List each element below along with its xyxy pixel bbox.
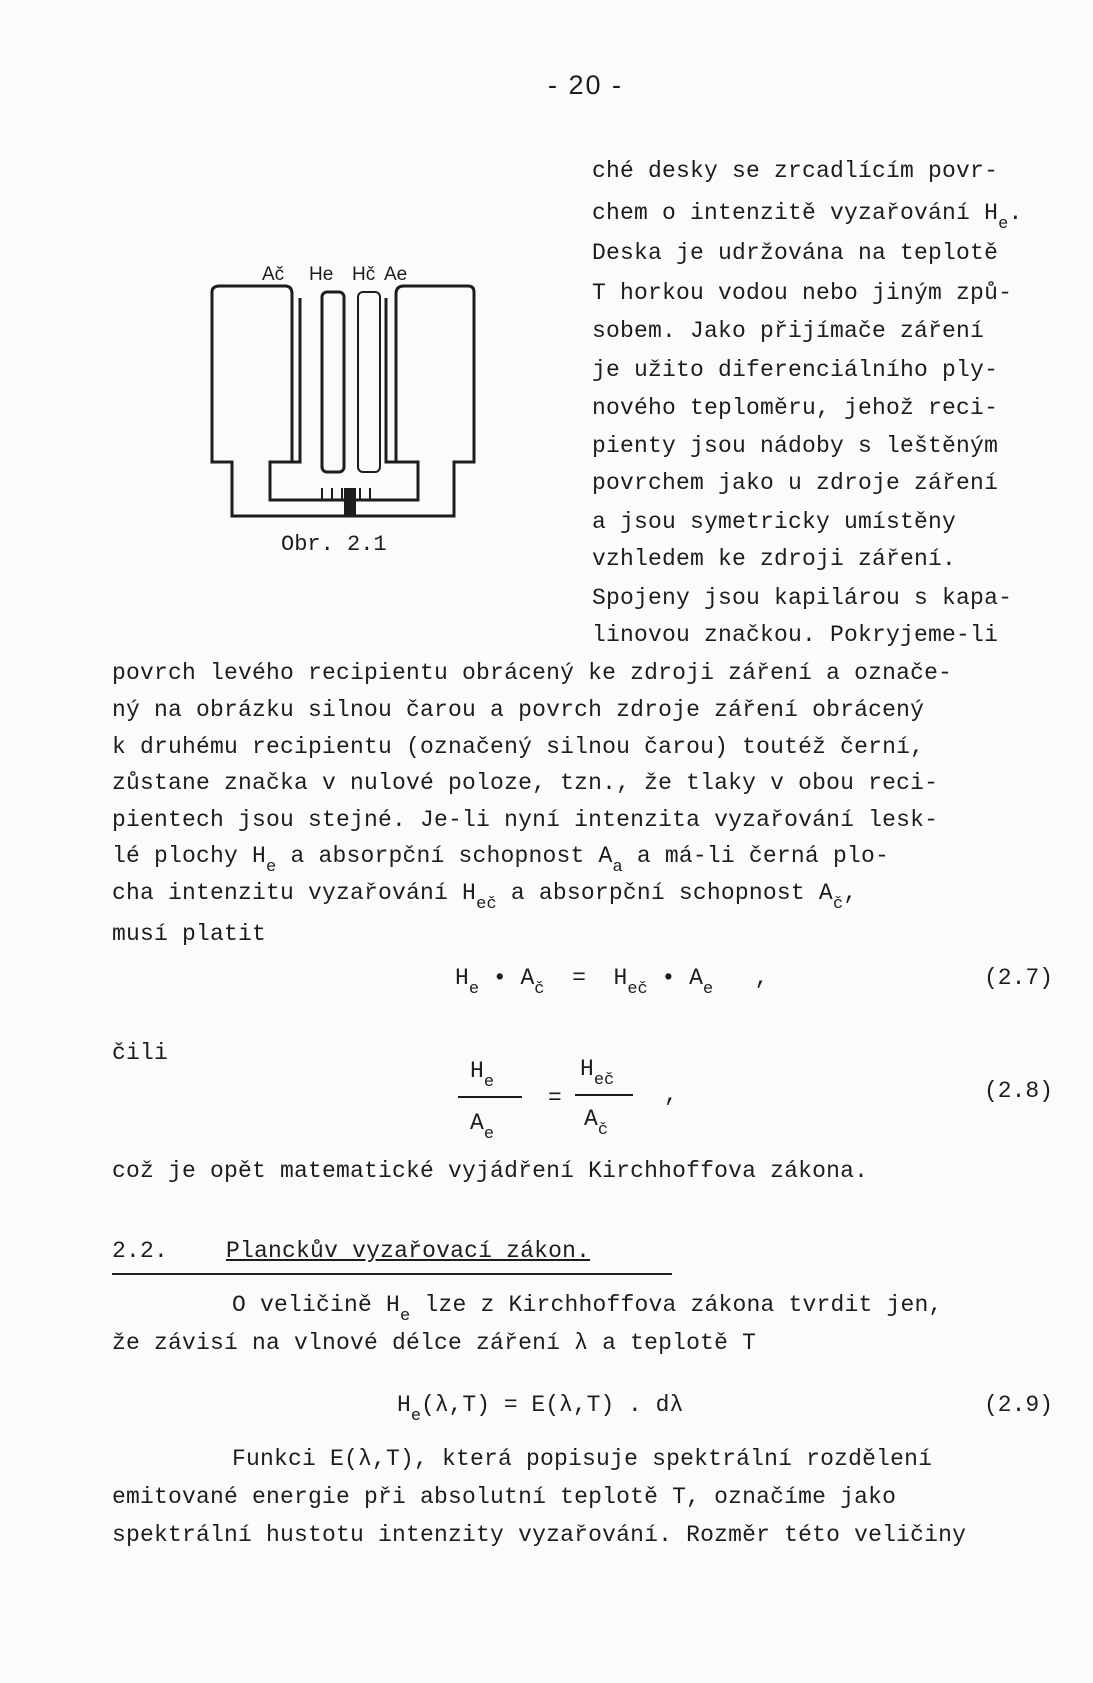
text-line: čili [112, 1040, 169, 1066]
section-number: 2.2. [112, 1238, 169, 1264]
text-line: O veličině $H_e$ lze z Kirchhoffova zákona tvrdit jen, [232, 1292, 943, 1326]
text-line: ché desky se zrcadlícím povr- [592, 158, 999, 184]
fraction-right-numerator: $H_{eč}$ [580, 1056, 615, 1090]
text-line: k druhému recipientu (označený silnou čarou) toutéž černí, [112, 734, 925, 760]
equation-2-9: $H_e(\lambda,T) = E(\lambda,T)$ . dλ [397, 1392, 684, 1426]
text-line: vzhledem ke zdroji záření. [592, 546, 957, 572]
text-line: povrchem jako u zdroje záření [592, 470, 999, 496]
text-line: že závisí na vlnové délce záření λ a teplotě T [112, 1330, 757, 1356]
figure-label-ac: Ač [262, 264, 285, 285]
page-number: - 20 - [548, 70, 624, 100]
text-line: sobem. Jako přijímače záření [592, 318, 985, 344]
text-line: nového teploměru, jehož reci- [592, 395, 999, 421]
text-line: Deska je udržována na teplotě [592, 240, 999, 266]
fraction-bar-left [458, 1096, 522, 1098]
figure-caption: Obr. 2.1 [281, 532, 387, 557]
text-line: pienty jsou nádoby s leštěným [592, 433, 999, 459]
section-heading [112, 1238, 590, 1264]
text-line: cha intenzitu vyzařování $H_{eč}$ a absorpční schopnost $A_č$, [112, 880, 858, 914]
figure-label-hc: Hč [352, 264, 376, 285]
text-line: linovou značkou. Pokryjeme-li [592, 622, 999, 648]
text-line: Funkci E(λ,T), která popisuje spektrální rozdělení [232, 1446, 933, 1472]
equation-equals: = [548, 1085, 562, 1111]
fraction-right-denominator: $A_č$ [584, 1106, 609, 1140]
text-line: lé plochy $H_e$ a absorpční schopnost $A_a$ a má-li černá plo- [112, 843, 889, 877]
text-line: zůstane značka v nulové poloze, tzn., že tlaky v obou reci- [112, 770, 939, 796]
text-line: ný na obrázku silnou čarou a povrch zdroje záření obrácený [112, 697, 925, 723]
text-line: T horkou vodou nebo jiným způ- [592, 280, 1013, 306]
equation-number-2-7: (2.7) [983, 965, 1053, 991]
figure-label-he: He [309, 264, 334, 285]
text-line: musí platit [112, 921, 267, 947]
text-line: emitované energie při absolutní teplotě T, označíme jako [112, 1484, 897, 1510]
text-line: chem o intenzitě vyzařování $H_e$. [592, 200, 1023, 234]
text-line: pientech jsou stejné. Je-li nyní intenzita vyzařování lesk- [112, 807, 939, 833]
text-line: Spojeny jsou kapilárou s kapa- [592, 585, 1013, 611]
equation-number-2-8: (2.8) [983, 1078, 1053, 1104]
fraction-bar-right [575, 1094, 633, 1096]
heading-rule [112, 1273, 672, 1275]
text-line: což je opět matematické vyjádření Kirchhoffova zákona. [112, 1158, 869, 1184]
equation-comma: , [664, 1082, 678, 1108]
fraction-left-numerator: $H_e$ [470, 1058, 495, 1092]
text-line: spektrální hustotu intenzity vyzařování. Rozměr této veličiny [112, 1522, 967, 1548]
figure-label-ae: Ae [384, 264, 408, 285]
text-line: povrch levého recipientu obrácený ke zdroji záření a označe- [112, 660, 953, 686]
text-line: je užito diferenciálního ply- [592, 357, 999, 383]
equation-number-2-9: (2.9) [983, 1392, 1053, 1418]
figure-recipients-diagram [200, 262, 480, 562]
fraction-left-denominator: $A_e$ [470, 1110, 495, 1144]
section-title: Planckův vyzařovací zákon. [226, 1238, 591, 1264]
text-line: a jsou symetricky umístěny [592, 509, 957, 535]
equation-2-7: $H_e$ • $A_č = H_{eč}$ • $A_e$ , [455, 965, 769, 999]
